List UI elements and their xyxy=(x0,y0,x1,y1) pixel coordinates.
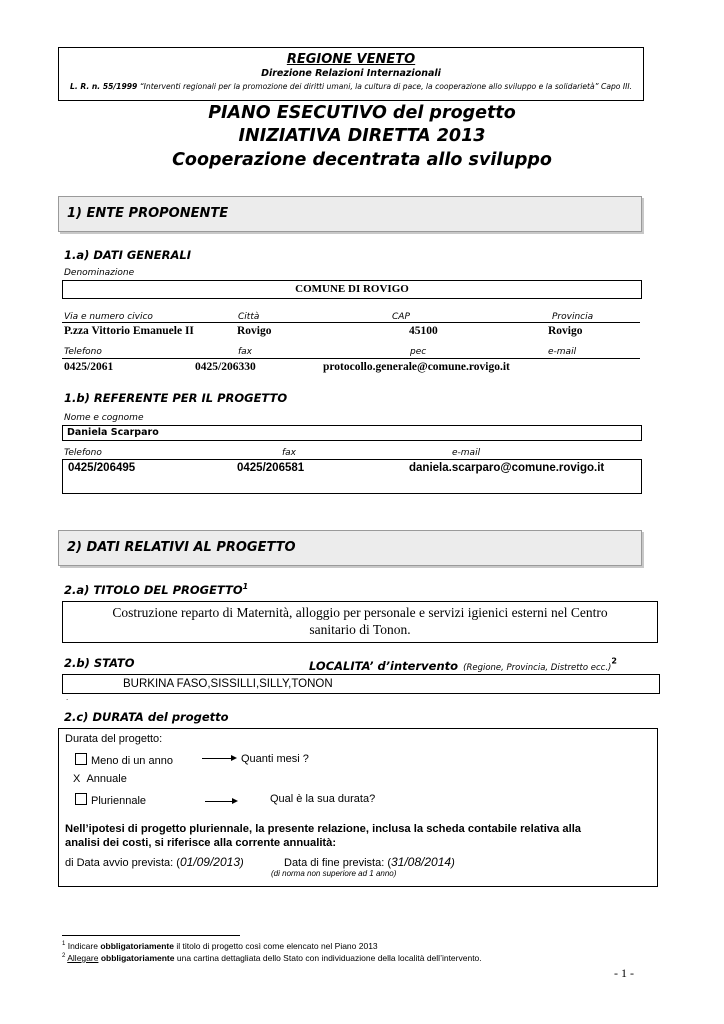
denominazione-field xyxy=(62,280,642,299)
ref-email-value: daniela.scarparo@comune.rovigo.it xyxy=(409,462,605,474)
via-value: P.zza Vittorio Emanuele II xyxy=(64,325,194,337)
cap-label: CAP xyxy=(392,312,410,322)
stato-heading: 2.b) STATO xyxy=(64,656,135,670)
opt-meno-anno[interactable] xyxy=(75,753,173,767)
quanti-mesi: Quanti mesi ? xyxy=(241,753,309,765)
titolo-heading-text: 2.a) TITOLO DEL PROGETTO xyxy=(64,582,243,597)
ref-email-label: e-mail xyxy=(452,448,481,458)
fine-note: (di norma non superiore ad 1 anno) xyxy=(271,869,397,878)
referente-heading: 1.b) REFERENTE PER IL PROGETTO xyxy=(64,391,288,405)
region-title: REGIONE VENETO xyxy=(286,52,416,67)
note-line2: analisi dei costi, si riferisce alla corrente annualità: xyxy=(65,837,337,849)
arrow-right-icon xyxy=(205,801,236,802)
opt-pluriennale[interactable] xyxy=(75,793,146,807)
provincia-label: Provincia xyxy=(552,312,594,322)
fn1-c: il titolo di progetto così come elencato nel Piano 2013 xyxy=(174,941,378,951)
ref-fax-label: fax xyxy=(282,448,297,458)
fn1-b: obbligatoriamente xyxy=(100,941,174,951)
fine-label: Data di fine prevista: ( xyxy=(284,857,391,869)
pluriennale-note xyxy=(65,822,655,850)
email-label: e-mail xyxy=(548,347,577,357)
stato-value: BURKINA FASO,SISSILLI,SILLY,TONON xyxy=(123,678,333,690)
telefono-label: Telefono xyxy=(64,347,102,357)
ref-fax-value: 0425/206581 xyxy=(237,462,305,474)
checkbox-pluriennale[interactable] xyxy=(75,793,87,805)
checkbox-meno-anno[interactable] xyxy=(75,753,87,765)
via-label: Via e numero civico xyxy=(64,312,153,322)
main-title-line2: INIZIATIVA DIRETTA 2013 xyxy=(238,126,486,146)
data-fine xyxy=(284,855,455,869)
fn1-a: Indicare xyxy=(65,941,101,951)
fine-value: 31/08/2014 xyxy=(391,855,452,869)
law-reference xyxy=(59,82,643,91)
localita-heading-text: LOCALITA’ d’intervento xyxy=(309,659,459,673)
telefono-value: 0425/2061 xyxy=(64,361,114,373)
titolo-field xyxy=(62,601,658,643)
footnote-ref-1: 1 xyxy=(242,582,249,591)
footnote-separator xyxy=(62,935,240,936)
footnote-2 xyxy=(62,953,482,963)
contact-row xyxy=(62,358,640,376)
titolo-line1: Costruzione reparto di Maternità, alloggio per personale e servizi igienici esterni nel Centro xyxy=(112,605,608,620)
stray-dot: . xyxy=(66,694,69,702)
fine-close: ) xyxy=(451,857,455,869)
localita-note: (Regione, Provincia, Distretto ecc.) xyxy=(463,663,612,673)
cap-value: 45100 xyxy=(409,325,438,337)
data-avvio xyxy=(65,855,244,869)
fn2-c: una cartina dettagliata dello Stato con individuazione della località dell’intervento. xyxy=(174,953,482,963)
nome-value: Daniela Scarparo xyxy=(67,427,159,438)
opt-pluriennale-label: Pluriennale xyxy=(91,795,147,807)
pec-value: protocollo.generale@comune.rovigo.it xyxy=(323,361,510,373)
section1-title: 1) ENTE PROPONENTE xyxy=(67,206,229,221)
fax-label: fax xyxy=(238,347,253,357)
fn2-num: 2 xyxy=(62,953,66,960)
direction-subtitle: Direzione Relazioni Internazionali xyxy=(261,68,441,79)
avvio-close: ) xyxy=(240,857,244,869)
localita-heading xyxy=(309,655,617,674)
opt-annuale[interactable] xyxy=(73,773,127,785)
page-number: - 1 - xyxy=(614,966,634,980)
law-prefix: L. R. n. 55/1999 xyxy=(70,82,138,91)
avvio-value: 01/09/2013 xyxy=(179,855,240,869)
denominazione-value: COMUNE DI ROVIGO xyxy=(295,283,409,295)
citta-value: Rovigo xyxy=(237,325,272,337)
titolo-line2: sanitario di Tonon. xyxy=(309,622,411,637)
fn1-num: 1 xyxy=(62,941,66,948)
annuale-mark: X xyxy=(73,773,81,785)
durata-intro: Durata del progetto: xyxy=(65,733,163,745)
durata-heading: 2.c) DURATA del progetto xyxy=(64,710,229,724)
opt-annuale-label: Annuale xyxy=(86,773,127,785)
main-title-line3: Cooperazione decentrata allo sviluppo xyxy=(172,150,552,170)
address-row xyxy=(62,322,640,340)
avvio-label: di Data avvio prevista: ( xyxy=(65,857,180,869)
footnote-ref-2: 2 xyxy=(611,656,617,666)
header-box xyxy=(58,47,644,101)
footnote-1 xyxy=(62,941,378,951)
pec-label: pec xyxy=(410,347,427,357)
section2-title: 2) DATI RELATIVI AL PROGETTO xyxy=(67,540,296,555)
fn2-a: Allegare xyxy=(67,953,99,963)
section1-header xyxy=(58,196,642,232)
note-line1: Nell’ipotesi di progetto pluriennale, la presente relazione, inclusa la scheda contabile relativa alla xyxy=(65,823,582,835)
provincia-value: Rovigo xyxy=(548,325,583,337)
section2-header xyxy=(58,530,642,566)
arrow-right-icon xyxy=(202,758,235,759)
nome-label: Nome e cognome xyxy=(64,413,144,423)
ref-telefono-label: Telefono xyxy=(64,448,102,458)
fax-value: 0425/206330 xyxy=(195,361,256,373)
citta-label: Città xyxy=(238,312,260,322)
denominazione-label: Denominazione xyxy=(64,268,135,278)
ref-contact-field xyxy=(62,459,642,494)
qual-durata: Qual è la sua durata? xyxy=(270,793,376,805)
nome-field xyxy=(62,425,642,441)
opt-meno-anno-label: Meno di un anno xyxy=(91,755,173,767)
stato-field xyxy=(62,674,660,694)
fn2-b: obbligatoriamente xyxy=(100,953,175,963)
dati-generali-heading: 1.a) DATI GENERALI xyxy=(64,248,191,262)
titolo-heading xyxy=(64,582,248,597)
law-text: “Interventi regionali per la promozione dei diritti umani, la cultura di pace, la cooperazione allo sviluppo e la solidarietà” Capo III. xyxy=(137,82,632,91)
ref-telefono-value: 0425/206495 xyxy=(68,462,136,474)
main-title-line1: PIANO ESECUTIVO del progetto xyxy=(208,103,516,123)
durata-box xyxy=(58,728,658,887)
